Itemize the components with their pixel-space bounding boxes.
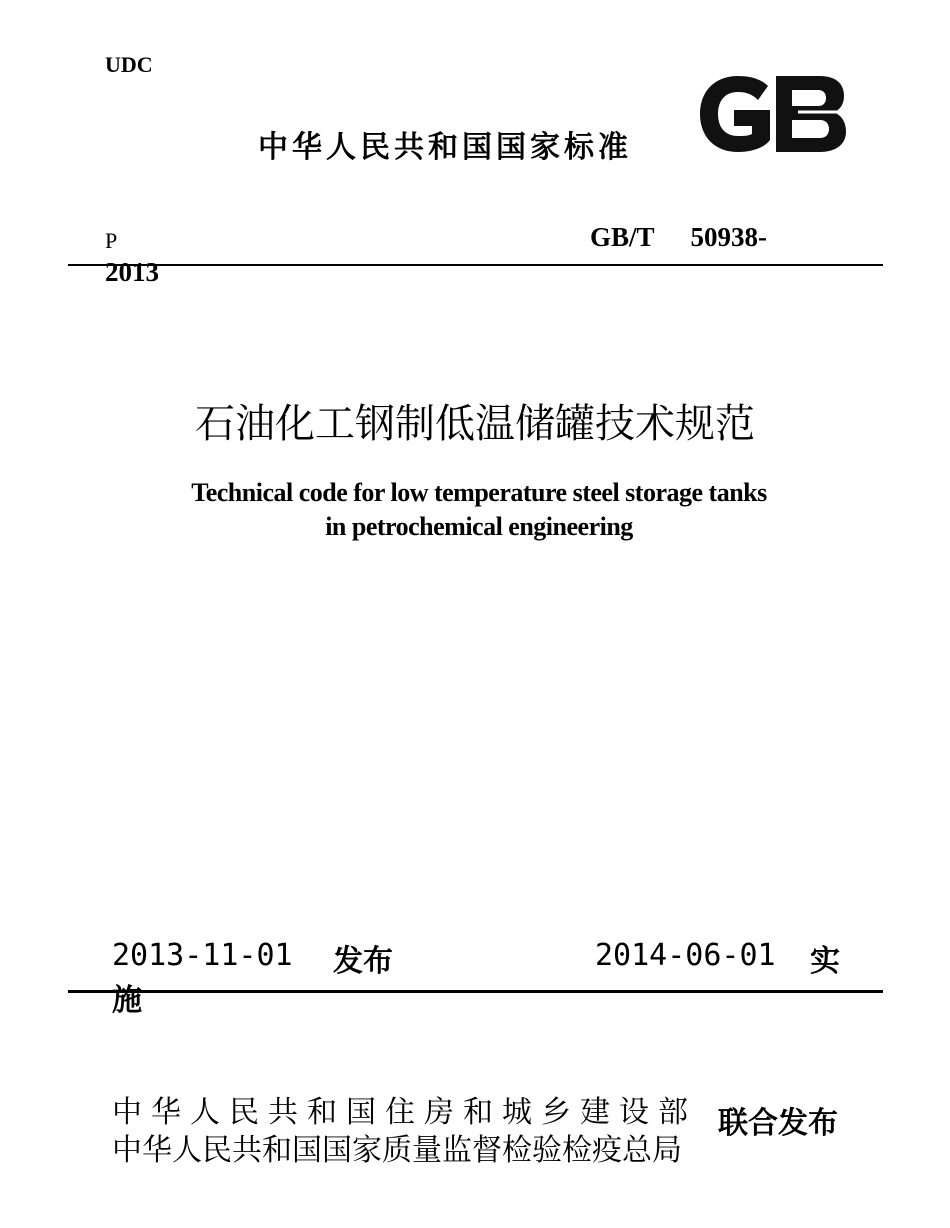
footer-divider	[68, 990, 883, 993]
gb-logo-icon	[696, 72, 848, 156]
joint-issue-label: 联合发布	[718, 1106, 838, 1141]
code-number: 50938-	[690, 222, 768, 252]
issuer-aqsiq: 中华人民共和国国家质量监督检验检疫总局	[112, 1133, 682, 1168]
english-title-line-2: in petrochemical engineering	[325, 512, 633, 541]
code-year: 2013	[105, 257, 159, 287]
standard-type-heading: 中华人民共和国国家标准	[258, 130, 632, 165]
udc-label: UDC	[105, 52, 153, 77]
chinese-title: 石油化工钢制低温储罐技术规范	[195, 401, 755, 447]
implement-label: 实	[810, 944, 840, 979]
header-divider	[68, 264, 883, 266]
implement-date: 2014-06-01	[595, 938, 776, 973]
issuer-ministry: 中华人民共和国住房和城乡建设部	[112, 1095, 697, 1130]
english-title-line-1: Technical code for low temperature steel storage tanks	[191, 478, 767, 507]
publish-label: 发布	[333, 944, 393, 979]
standard-code	[590, 222, 767, 253]
implement-label-wrap: 施	[112, 983, 142, 1018]
publish-date: 2013-11-01	[112, 938, 293, 973]
code-prefix: GB/T	[590, 222, 655, 252]
classification-code: P	[105, 228, 118, 253]
